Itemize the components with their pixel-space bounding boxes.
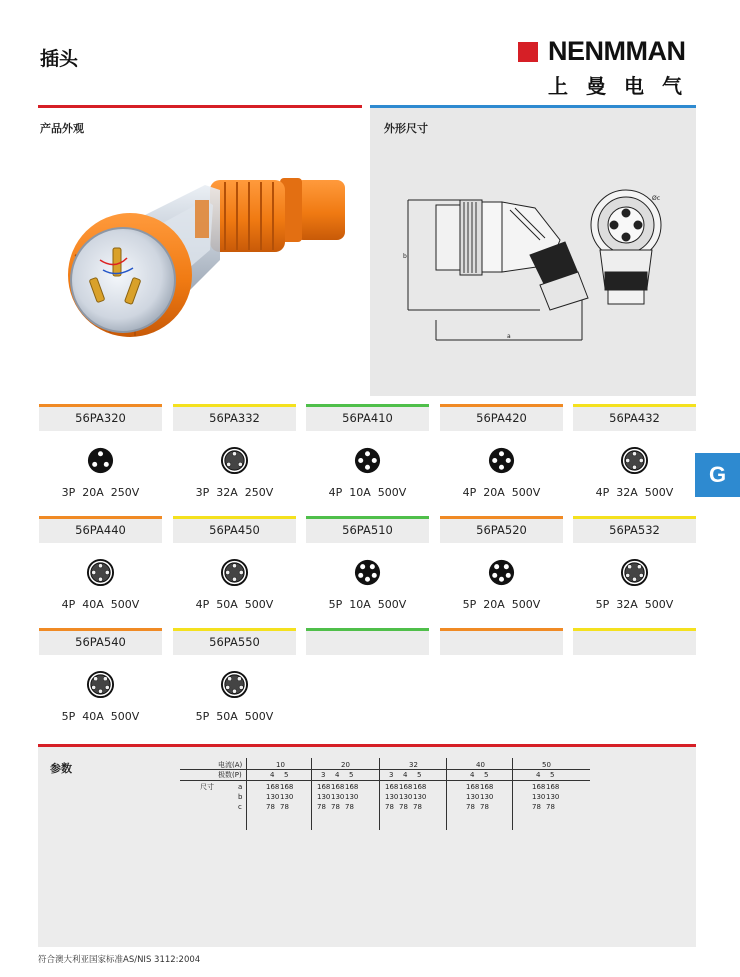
socket-face-icon	[353, 446, 382, 475]
size-value: 130	[345, 793, 359, 801]
dim-label-c: Øc	[652, 195, 661, 202]
size-value: 168	[317, 783, 331, 791]
poles-value: 5	[349, 771, 354, 779]
product-card[interactable]	[306, 628, 429, 733]
appearance-heading: 产品外观	[40, 122, 84, 135]
size-value: 78	[317, 803, 326, 811]
dimensions-heading: 外形尺寸	[384, 122, 428, 135]
socket-face-icon	[487, 446, 516, 475]
size-value: 78	[399, 803, 408, 811]
product-code	[440, 631, 563, 655]
socket-face-icon	[220, 558, 249, 587]
poles-value: 5	[484, 771, 489, 779]
size-row-label: c	[238, 803, 242, 811]
product-card[interactable]	[573, 404, 696, 509]
size-value: 168	[280, 783, 294, 791]
product-card[interactable]	[440, 404, 563, 509]
params-heading: 参数	[50, 762, 72, 775]
poles-value: 5	[550, 771, 555, 779]
socket-face-icon	[353, 558, 382, 587]
size-label: 尺寸	[200, 783, 214, 791]
product-rating: 5P 20A 500V	[462, 598, 541, 611]
size-value: 168	[546, 783, 560, 791]
product-code	[306, 631, 429, 655]
brand-square-icon	[518, 42, 538, 62]
current-label: 电流(A)	[218, 761, 243, 769]
current-value: 32	[409, 761, 418, 769]
product-code: 56PA410	[306, 407, 429, 431]
product-code: 56PA440	[39, 519, 162, 543]
product-rating: 4P 40A 500V	[61, 598, 140, 611]
size-value: 78	[280, 803, 289, 811]
product-code: 56PA540	[39, 631, 162, 655]
product-code: 56PA510	[306, 519, 429, 543]
poles-value: 5	[284, 771, 289, 779]
size-value: 130	[413, 793, 427, 801]
page-title: 插头	[40, 48, 79, 70]
product-card[interactable]	[39, 404, 162, 509]
product-card[interactable]	[173, 404, 296, 509]
product-card[interactable]	[573, 628, 696, 733]
current-value: 50	[542, 761, 551, 769]
current-value: 40	[476, 761, 485, 769]
section-tab-g[interactable]: G	[695, 453, 740, 497]
brand-name: NENMMAN	[548, 36, 686, 66]
product-rating: 5P 40A 500V	[61, 710, 140, 723]
product-code: 56PA520	[440, 519, 563, 543]
params-table	[180, 758, 590, 838]
size-value: 130	[331, 793, 345, 801]
current-value: 10	[276, 761, 285, 769]
size-row-label: a	[238, 783, 243, 791]
product-card[interactable]	[173, 628, 296, 733]
product-code: 56PA320	[39, 407, 162, 431]
socket-face-icon	[220, 446, 249, 475]
dimension-drawing	[400, 180, 675, 350]
size-value: 130	[266, 793, 280, 801]
size-value: 168	[532, 783, 546, 791]
product-rating: 3P 20A 250V	[61, 486, 140, 499]
size-value: 168	[480, 783, 494, 791]
product-card[interactable]	[573, 516, 696, 621]
section-divider-red	[38, 105, 362, 108]
size-value: 130	[385, 793, 399, 801]
poles-value: 3	[389, 771, 394, 779]
product-card[interactable]	[440, 516, 563, 621]
size-value: 130	[466, 793, 480, 801]
poles-value: 4	[270, 771, 275, 779]
size-value: 78	[385, 803, 394, 811]
size-value: 168	[331, 783, 345, 791]
product-code: 56PA420	[440, 407, 563, 431]
dim-label-b: b	[403, 253, 407, 260]
product-photo	[55, 150, 355, 350]
socket-face-icon	[220, 670, 249, 699]
poles-value: 3	[321, 771, 326, 779]
product-code: 56PA550	[173, 631, 296, 655]
socket-face-icon	[86, 670, 115, 699]
brand-chinese-name: 上曼电气	[548, 74, 700, 98]
dim-label-a: a	[507, 333, 511, 340]
product-card[interactable]	[306, 516, 429, 621]
size-value: 130	[532, 793, 546, 801]
product-card[interactable]	[173, 516, 296, 621]
product-code	[573, 631, 696, 655]
size-row-label: b	[238, 793, 243, 801]
current-value: 20	[341, 761, 350, 769]
size-value: 168	[385, 783, 399, 791]
size-value: 168	[399, 783, 413, 791]
poles-label: 极数(P)	[218, 771, 242, 779]
size-value: 78	[331, 803, 340, 811]
size-value: 168	[413, 783, 427, 791]
size-value: 168	[466, 783, 480, 791]
size-value: 78	[546, 803, 555, 811]
product-rating: 5P 10A 500V	[328, 598, 407, 611]
size-value: 78	[413, 803, 422, 811]
size-value: 168	[266, 783, 280, 791]
poles-value: 4	[335, 771, 340, 779]
size-value: 130	[399, 793, 413, 801]
product-rating: 3P 32A 250V	[195, 486, 274, 499]
size-value: 78	[345, 803, 354, 811]
size-value: 78	[480, 803, 489, 811]
socket-face-icon	[86, 446, 115, 475]
product-code: 56PA432	[573, 407, 696, 431]
standard-footnote: 符合澳大利亚国家标准AS/NIS 3112:2004	[38, 955, 201, 965]
poles-value: 4	[470, 771, 475, 779]
poles-value: 4	[536, 771, 541, 779]
size-value: 130	[280, 793, 294, 801]
product-rating: 5P 50A 500V	[195, 710, 274, 723]
poles-value: 5	[417, 771, 422, 779]
socket-face-icon	[620, 446, 649, 475]
size-value: 78	[466, 803, 475, 811]
socket-face-icon	[86, 558, 115, 587]
product-rating: 4P 32A 500V	[595, 486, 674, 499]
product-rating: 4P 20A 500V	[462, 486, 541, 499]
product-card[interactable]	[306, 404, 429, 509]
size-value: 168	[345, 783, 359, 791]
size-value: 130	[546, 793, 560, 801]
product-rating: 4P 50A 500V	[195, 598, 274, 611]
size-value: 130	[317, 793, 331, 801]
poles-value: 4	[403, 771, 408, 779]
product-card[interactable]	[440, 628, 563, 733]
product-card[interactable]	[39, 628, 162, 733]
product-rating: 4P 10A 500V	[328, 486, 407, 499]
product-code: 56PA332	[173, 407, 296, 431]
size-value: 130	[480, 793, 494, 801]
socket-face-icon	[620, 558, 649, 587]
size-value: 78	[532, 803, 541, 811]
socket-face-icon	[487, 558, 516, 587]
product-rating: 5P 32A 500V	[595, 598, 674, 611]
size-value: 78	[266, 803, 275, 811]
product-code: 56PA532	[573, 519, 696, 543]
product-card[interactable]	[39, 516, 162, 621]
product-code: 56PA450	[173, 519, 296, 543]
